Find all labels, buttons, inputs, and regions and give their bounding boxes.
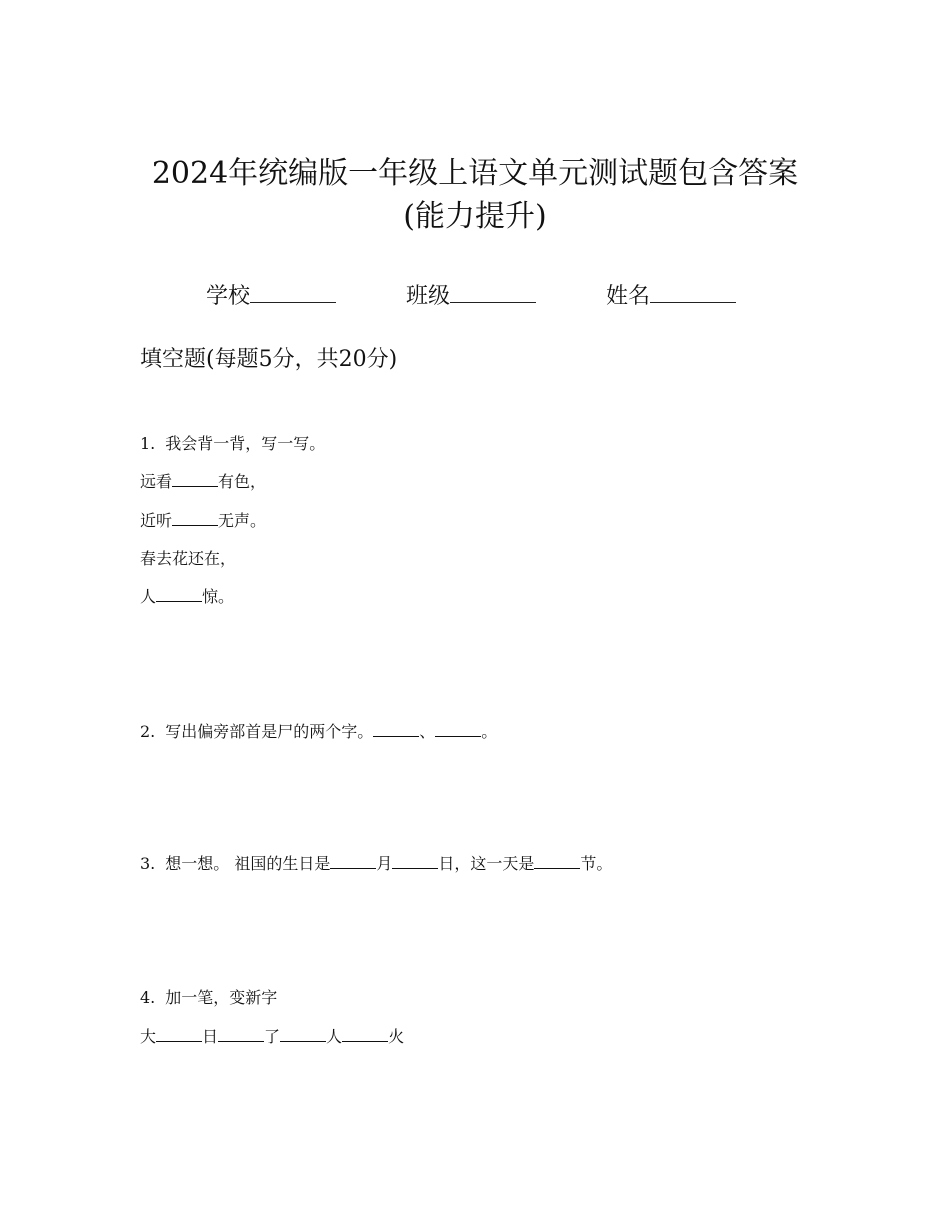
line-text: 近听 (140, 511, 173, 530)
exam-subtitle: (能力提升) (403, 199, 547, 234)
name-blank[interactable] (650, 276, 736, 303)
school-label: 学校 (206, 284, 251, 309)
answer-blank[interactable] (342, 1025, 388, 1042)
question-2 (140, 720, 497, 744)
question-1-line-2 (140, 509, 266, 533)
answer-blank[interactable] (172, 509, 218, 526)
answer-blank[interactable] (534, 852, 580, 869)
line-text: 惊。 (202, 587, 235, 606)
school-blank[interactable] (250, 276, 336, 303)
line-text: 无声。 (218, 511, 267, 530)
separator: 、 (419, 722, 436, 741)
char: 人 (326, 1027, 343, 1046)
answer-blank[interactable] (156, 585, 202, 602)
question-text: 加一笔，变新字 (165, 988, 278, 1007)
char: 了 (264, 1027, 281, 1046)
char: 大 (140, 1027, 157, 1046)
name-field (606, 276, 736, 314)
class-field (406, 276, 536, 314)
line-text: 人 (140, 587, 157, 606)
question-number: 3. (140, 854, 156, 873)
line-text: 节。 (580, 854, 613, 873)
char: 日 (202, 1027, 219, 1046)
question-text: 想一想。 祖国的生日是 (165, 854, 331, 873)
answer-blank[interactable] (172, 470, 218, 487)
line-text: 有色， (218, 472, 267, 491)
question-3 (140, 852, 612, 876)
question-number: 1. (140, 434, 156, 453)
section-heading: 填空题(每题5分，共20分) (140, 347, 398, 372)
question-text: 我会背一背，写一写。 (165, 434, 326, 453)
question-1-prompt (140, 432, 325, 456)
answer-blank[interactable] (373, 720, 419, 737)
line-end: 。 (481, 722, 498, 741)
line-text: 春去花还在， (140, 549, 237, 568)
line-text: 远看 (140, 472, 173, 491)
char: 火 (388, 1027, 405, 1046)
line-text: 日，这一天是 (438, 854, 535, 873)
question-4-chars (140, 1025, 404, 1049)
class-label: 班级 (406, 284, 451, 309)
answer-blank[interactable] (330, 852, 376, 869)
question-text: 写出偏旁部首是尸的两个字。 (165, 722, 374, 741)
school-field (206, 276, 336, 314)
line-text: 月 (376, 854, 393, 873)
question-number: 2. (140, 722, 156, 741)
answer-blank[interactable] (280, 1025, 326, 1042)
question-1-line-1 (140, 470, 266, 494)
answer-blank[interactable] (156, 1025, 202, 1042)
question-number: 4. (140, 988, 156, 1007)
question-1-line-4 (140, 585, 234, 609)
class-blank[interactable] (450, 276, 536, 303)
question-1-line-3 (140, 547, 236, 571)
name-label: 姓名 (606, 284, 651, 309)
answer-blank[interactable] (435, 720, 481, 737)
answer-blank[interactable] (218, 1025, 264, 1042)
answer-blank[interactable] (392, 852, 438, 869)
question-4-prompt (140, 986, 277, 1010)
exam-title: 2024年统编版一年级上语文单元测试题包含答案 (151, 156, 799, 191)
